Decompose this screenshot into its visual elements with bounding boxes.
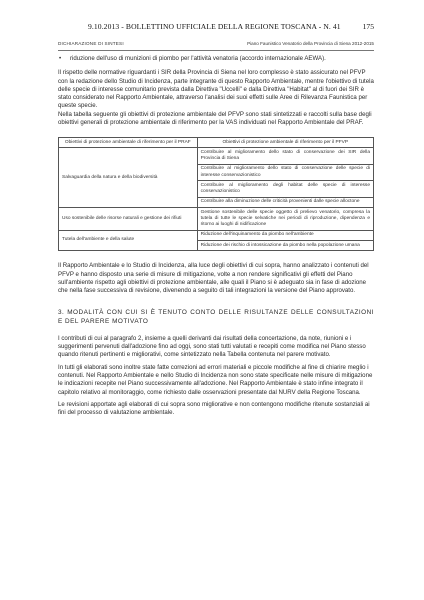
table-cell: Contribuire al miglioramento dello stato di conservazione delle specie di interesse conservazionistico	[197, 164, 373, 180]
paragraph-contributions: I contributi di cui al paragrafo 2, insieme a quelli derivanti dai risultati della concertazione, da note, riunioni e i suggerimenti pervenuti dall'adozione fino ad oggi, sono stati tutti valutati e recepiti come modifica nel Piano stesso quando ritenuti pertinenti e migliorativi, come sintetizzato nella Tabella contenuta nel parere motivato.	[58, 334, 366, 359]
table-cell: Contribuire al miglioramento degli habitat delle specie di interesse conservazionistico	[197, 181, 373, 197]
objectives-table	[58, 137, 374, 251]
table-cell: Contribuire alla diminuzione delle criticità provenienti dalle specie alloctone	[197, 197, 373, 207]
bullet-text: riduzione dell'uso di munizioni di piombo per l'attività venatoria (accordo internazionale AEWA).	[70, 55, 326, 62]
bullet-item	[58, 55, 374, 63]
bullet-symbol: •	[59, 55, 62, 62]
objective-health: Tutela dell'ambiente e della salute	[59, 230, 198, 250]
table-header-pfvp: Obiettivi di protezione ambientale di riferimento per il PFVP	[197, 138, 373, 148]
table-header-praf: Obiettivi di protezione ambientale di riferimento per il PRAF	[59, 138, 198, 148]
document-header-right: Piano Faunistico Venatorio della Provincia di Siena 2012-2015	[247, 41, 374, 46]
table-row	[59, 148, 374, 164]
paragraph-revisions: Le revisioni apportate agli elaborati di cui sopra sono migliorative e non contengono modifiche ritenute sostanziali ai fini del processo di valutazione ambientale.	[58, 400, 370, 417]
table-header-row	[59, 138, 374, 148]
page-number: 175	[362, 22, 374, 31]
table-cell: Gestione sostenibile delle specie oggetto di prelievo venatorio, compresa la tutela di tutte le specie selvatiche nei periodi di riproduzione, dipendenza e ritorno ai luoghi di nidificazione	[197, 208, 373, 231]
paragraph-sir-compliance: Il rispetto delle normative riguardanti i SIR della Provincia di Siena nel loro complesso è stato assicurato nel PFVP con la redazione dello Studio di Incidenza, parte integrante di questo Rapporto Ambientale, mentre l'obiettivo di tutela delle specie di interesse comunitario prevista dalla Direttiva "Uccelli" e dalla Direttiva "Habitat" al di fuori dei SIR è stato considerato nel Rapporto Ambientale, attraverso l'analisi dei suoi effetti sulle Aree di Rilevanza Faunistica per queste specie.	[58, 69, 374, 110]
table-cell: Contribuire al miglioramento dello stato di conservazione dei SIR della Provincia di Siena	[197, 148, 373, 164]
document-header-left: DICHIARAZIONE DI SINTESI	[58, 41, 124, 46]
page-content	[58, 55, 374, 417]
objective-resources: Uso sostenibile delle risorse naturali e gestione dei rifiuti	[59, 208, 198, 231]
table-cell: Riduzione dei rischio di intossicazione da piombo nella popolazione umana	[197, 241, 373, 251]
paragraph-mitigation: Il Rapporto Ambientale e lo Studio di Incidenza, alla luce degli obiettivi di cui sopra, hanno analizzato i contenuti del PFVP e hanno disposto una serie di misure di mitigazione, volte a non rendere significativi gli effetti del Piano sull'ambiente rispetto agli obiettivi di protezione ambientale, alle quali il Piano si è adeguato sia in fase di adozione che nella fase successiva di revisione, divenendo a seguito di tali integrazioni la versione del Piano approvato.	[58, 262, 369, 295]
table-row	[59, 208, 374, 231]
paragraph-corrections: In tutti gli elaborati sono inoltre state fatte correzioni ad errori materiali e piccole modifiche al fine di chiarire meglio i contenuti. Nel Rapporto Ambientale e nello Studio di Incidenza non sono state specificate nelle misure di mitigazione le indicazioni recepite nel Piano successivamente all'adozione. Nel Rapporto Ambientale è stato infine integrato il capitolo relativo al monitoraggio, come richiesto dalle osservazioni presentate dal NURV della Regione Toscana.	[58, 363, 373, 396]
objective-nature: Salvaguardia della natura e della biodiversità	[59, 148, 198, 208]
paragraph-table-intro: Nella tabella seguente gli obiettivi di protezione ambientale del PFVP sono stati sintetizzati e raccolti sulla base degli obiettivi generali di protezione ambientale di riferimento per la VAS individuati nel Rapporto Ambientale del PRAF.	[58, 110, 372, 126]
document-header	[58, 40, 374, 51]
bulletin-title: 9.10.2013 - BOLLETTINO UFFICIALE DELLA REGIONE TOSCANA - N. 41	[88, 22, 341, 31]
section-title: 3. MODALITÀ CON CUI SI È TENUTO CONTO DELLE RISULTANZE DELLE CONSULTAZIONI E DEL PARERE MOTIVATO	[58, 309, 374, 326]
running-head	[0, 22, 424, 34]
table-cell: Riduzione dell'inquinamento da piombo nell'ambiente	[197, 230, 373, 240]
table-row	[59, 230, 374, 240]
